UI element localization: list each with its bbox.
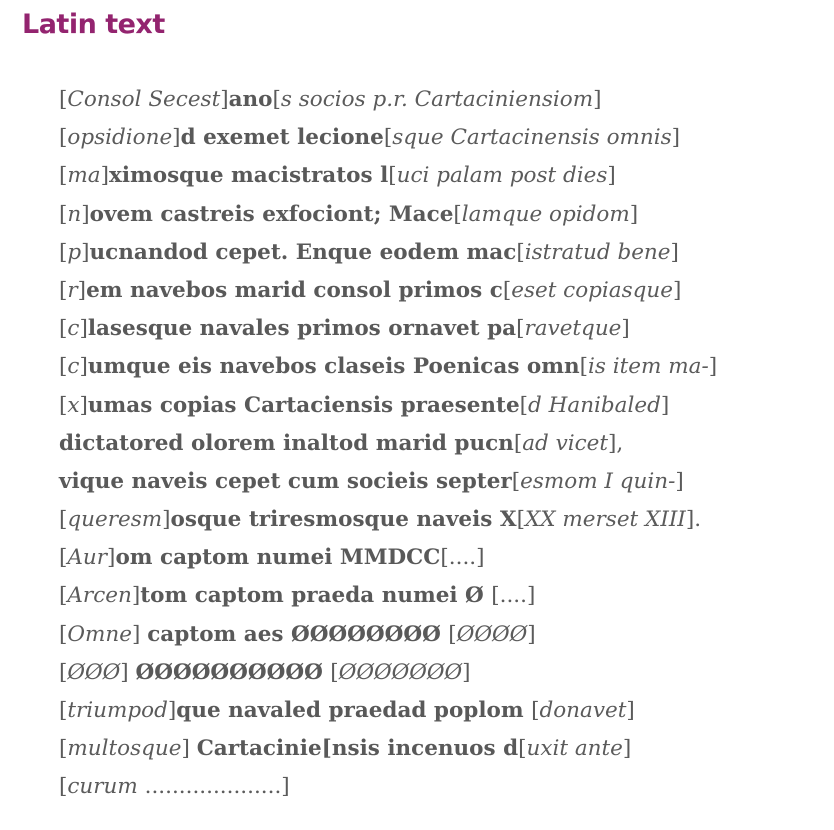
preserved-text: umas copias Cartaciensis praesente bbox=[87, 392, 520, 418]
bracket-mark: [ bbox=[59, 507, 68, 533]
bracket-mark: [ bbox=[59, 239, 68, 265]
preserved-text: captom aes ØØØØØØØØ bbox=[147, 621, 449, 647]
bracket-mark: [ bbox=[59, 87, 68, 112]
bracket-mark: ] bbox=[181, 736, 197, 762]
bracket-mark: ] bbox=[81, 201, 90, 227]
restored-text: eset copiasque bbox=[511, 277, 673, 303]
bracket-mark: ] bbox=[79, 354, 88, 380]
preserved-text: em navebos marid consol primos c bbox=[86, 277, 503, 303]
restored-text: Arcen bbox=[67, 583, 132, 609]
restored-text: ravetque bbox=[524, 316, 622, 342]
text-line bbox=[59, 234, 717, 272]
bracket-mark: [ bbox=[59, 774, 68, 800]
bracket-mark: ] bbox=[107, 545, 116, 571]
text-line bbox=[59, 577, 717, 615]
bracket-mark: [ bbox=[59, 698, 68, 723]
bracket-mark: [....] bbox=[491, 583, 536, 609]
restored-text: r bbox=[67, 277, 78, 303]
bracket-mark: [ bbox=[59, 583, 68, 609]
bracket-mark: [ bbox=[59, 277, 68, 303]
restored-text: esmom I quin- bbox=[520, 468, 676, 494]
bracket-mark: [ bbox=[272, 87, 281, 112]
restored-text: is item ma- bbox=[588, 354, 709, 380]
preserved-text: ovem castreis exfociont; Mace bbox=[89, 201, 454, 227]
bracket-mark: [ bbox=[383, 125, 393, 151]
text-line bbox=[59, 539, 717, 577]
text-line bbox=[59, 616, 717, 654]
bracket-mark: [ bbox=[513, 430, 523, 456]
bracket-mark: [ bbox=[59, 163, 68, 189]
bracket-mark: [ bbox=[502, 277, 512, 303]
bracket-mark: ] bbox=[77, 277, 87, 303]
bracket-mark: ] bbox=[162, 507, 171, 533]
preserved-text: que navaled praedad poplom bbox=[176, 698, 532, 723]
bracket-mark: [ bbox=[59, 392, 68, 418]
text-line bbox=[59, 501, 717, 539]
bracket-mark: ] bbox=[131, 621, 148, 647]
bracket-mark: ]. bbox=[685, 507, 702, 533]
restored-text: queresm bbox=[67, 507, 163, 533]
bracket-mark: ], bbox=[608, 430, 624, 456]
bracket-mark: ] bbox=[593, 87, 602, 112]
bracket-mark: [ bbox=[448, 621, 457, 647]
restored-text: curum bbox=[67, 774, 145, 800]
text-line bbox=[59, 196, 717, 234]
text-line bbox=[59, 463, 717, 501]
restored-text: n bbox=[67, 201, 82, 227]
bracket-mark: [ bbox=[511, 468, 521, 494]
preserved-text: ano bbox=[228, 87, 273, 112]
text-line bbox=[59, 768, 717, 806]
text-line bbox=[59, 119, 717, 157]
bracket-mark: ] bbox=[660, 392, 670, 418]
restored-text: multosque bbox=[67, 736, 182, 762]
restored-text: Omne bbox=[67, 621, 132, 647]
bracket-mark: [ bbox=[516, 239, 525, 265]
bracket-mark: [....] bbox=[440, 545, 485, 571]
restored-text: Aur bbox=[67, 545, 108, 571]
restored-text: istratud bene bbox=[524, 239, 671, 265]
restored-text: XX merset XIII bbox=[524, 507, 686, 533]
bracket-mark: ] bbox=[670, 239, 679, 265]
bracket-mark: ] bbox=[708, 354, 718, 380]
bracket-mark: [ bbox=[516, 507, 525, 533]
bracket-mark: [ bbox=[453, 201, 462, 227]
restored-text: ma bbox=[67, 163, 101, 189]
restored-text: lamque opidom bbox=[461, 201, 630, 227]
bracket-mark: ] bbox=[81, 239, 90, 265]
bracket-mark: ] bbox=[462, 659, 471, 685]
bracket-mark: ] bbox=[671, 125, 681, 151]
bracket-mark: ] bbox=[527, 621, 536, 647]
text-line bbox=[59, 81, 717, 119]
preserved-text: umque eis navebos claseis Poenicas omn bbox=[87, 354, 580, 380]
latin-text-body bbox=[59, 81, 717, 807]
bracket-mark: ] bbox=[79, 316, 88, 342]
bracket-mark: ] bbox=[220, 87, 229, 112]
text-line bbox=[59, 272, 717, 310]
preserved-text: lasesque navales primos ornavet pa bbox=[87, 316, 517, 342]
bracket-mark: [ bbox=[59, 659, 68, 685]
bracket-mark: ] bbox=[79, 392, 88, 418]
bracket-mark: ] bbox=[167, 698, 177, 723]
bracket-mark: [ bbox=[388, 163, 397, 189]
preserved-text: dictatored olorem inaltod marid pucn bbox=[59, 430, 514, 456]
bracket-mark: [ bbox=[516, 316, 525, 342]
restored-text: s socios p.r. Cartaciniensiom bbox=[280, 87, 594, 112]
restored-text: triumpod bbox=[67, 698, 168, 723]
restored-text: ad vicet bbox=[522, 430, 609, 456]
preserved-text: vique naveis cepet cum socieis septer bbox=[59, 468, 512, 494]
text-line bbox=[59, 692, 717, 730]
bracket-mark: ] bbox=[120, 659, 136, 685]
bracket-mark: ] bbox=[131, 583, 141, 609]
bracket-mark: [ bbox=[59, 545, 68, 571]
bracket-mark: ] bbox=[622, 736, 632, 762]
bracket-mark: ] bbox=[607, 163, 616, 189]
restored-text: Consol Secest bbox=[67, 87, 221, 112]
restored-text: c bbox=[67, 316, 80, 342]
bracket-mark: ] bbox=[100, 163, 109, 189]
text-line bbox=[59, 730, 717, 768]
bracket-mark: [ bbox=[519, 392, 529, 418]
bracket-mark: [ bbox=[518, 736, 527, 762]
bracket-mark: ] bbox=[626, 698, 635, 723]
preserved-text: osque triresmosque naveis X bbox=[170, 507, 517, 533]
bracket-mark: [ bbox=[579, 354, 589, 380]
preserved-text: ximosque macistratos l bbox=[109, 163, 389, 189]
bracket-mark: ] bbox=[675, 468, 684, 494]
restored-text: d Hanibaled bbox=[528, 392, 661, 418]
restored-text: sque Cartacinensis omnis bbox=[392, 125, 672, 151]
bracket-mark: [ bbox=[59, 125, 68, 151]
restored-text: ØØØØØØØ bbox=[338, 659, 463, 685]
text-line bbox=[59, 348, 717, 386]
preserved-text: om captom numei MMDCC bbox=[115, 545, 441, 571]
bracket-mark: [ bbox=[59, 201, 68, 227]
preserved-text: tom captom praeda numei Ø bbox=[140, 583, 492, 609]
restored-text: donavet bbox=[539, 698, 627, 723]
restored-text: c bbox=[67, 354, 80, 380]
text-line bbox=[59, 425, 717, 463]
bracket-mark: [ bbox=[59, 736, 68, 762]
preserved-text: Cartacinie[nsis incenuos d bbox=[196, 736, 519, 762]
restored-text: opsidione bbox=[67, 125, 173, 151]
preserved-text: d exemet lecione bbox=[180, 125, 384, 151]
restored-text: x bbox=[67, 392, 80, 418]
bracket-mark: [ bbox=[59, 621, 68, 647]
page-title: Latin text bbox=[22, 9, 165, 40]
bracket-mark: ] bbox=[629, 201, 639, 227]
bracket-mark: [ bbox=[531, 698, 540, 723]
restored-text: ØØØ bbox=[67, 659, 121, 685]
restored-text: uxit ante bbox=[526, 736, 623, 762]
bracket-mark: [ bbox=[330, 659, 339, 685]
text-line bbox=[59, 157, 717, 195]
bracket-mark: ....................] bbox=[144, 774, 290, 800]
bracket-mark: [ bbox=[59, 354, 68, 380]
preserved-text: ØØØØØØØØØØ bbox=[135, 659, 331, 685]
restored-text: ØØØØ bbox=[456, 621, 528, 647]
preserved-text: ucnandod cepet. Enque eodem mac bbox=[89, 239, 517, 265]
text-line bbox=[59, 310, 717, 348]
bracket-mark: ] bbox=[172, 125, 181, 151]
bracket-mark: ] bbox=[672, 277, 682, 303]
text-line bbox=[59, 654, 717, 692]
bracket-mark: [ bbox=[59, 316, 68, 342]
bracket-mark: ] bbox=[621, 316, 630, 342]
restored-text: uci palam post dies bbox=[396, 163, 608, 189]
text-line bbox=[59, 387, 717, 425]
restored-text: p bbox=[67, 239, 82, 265]
